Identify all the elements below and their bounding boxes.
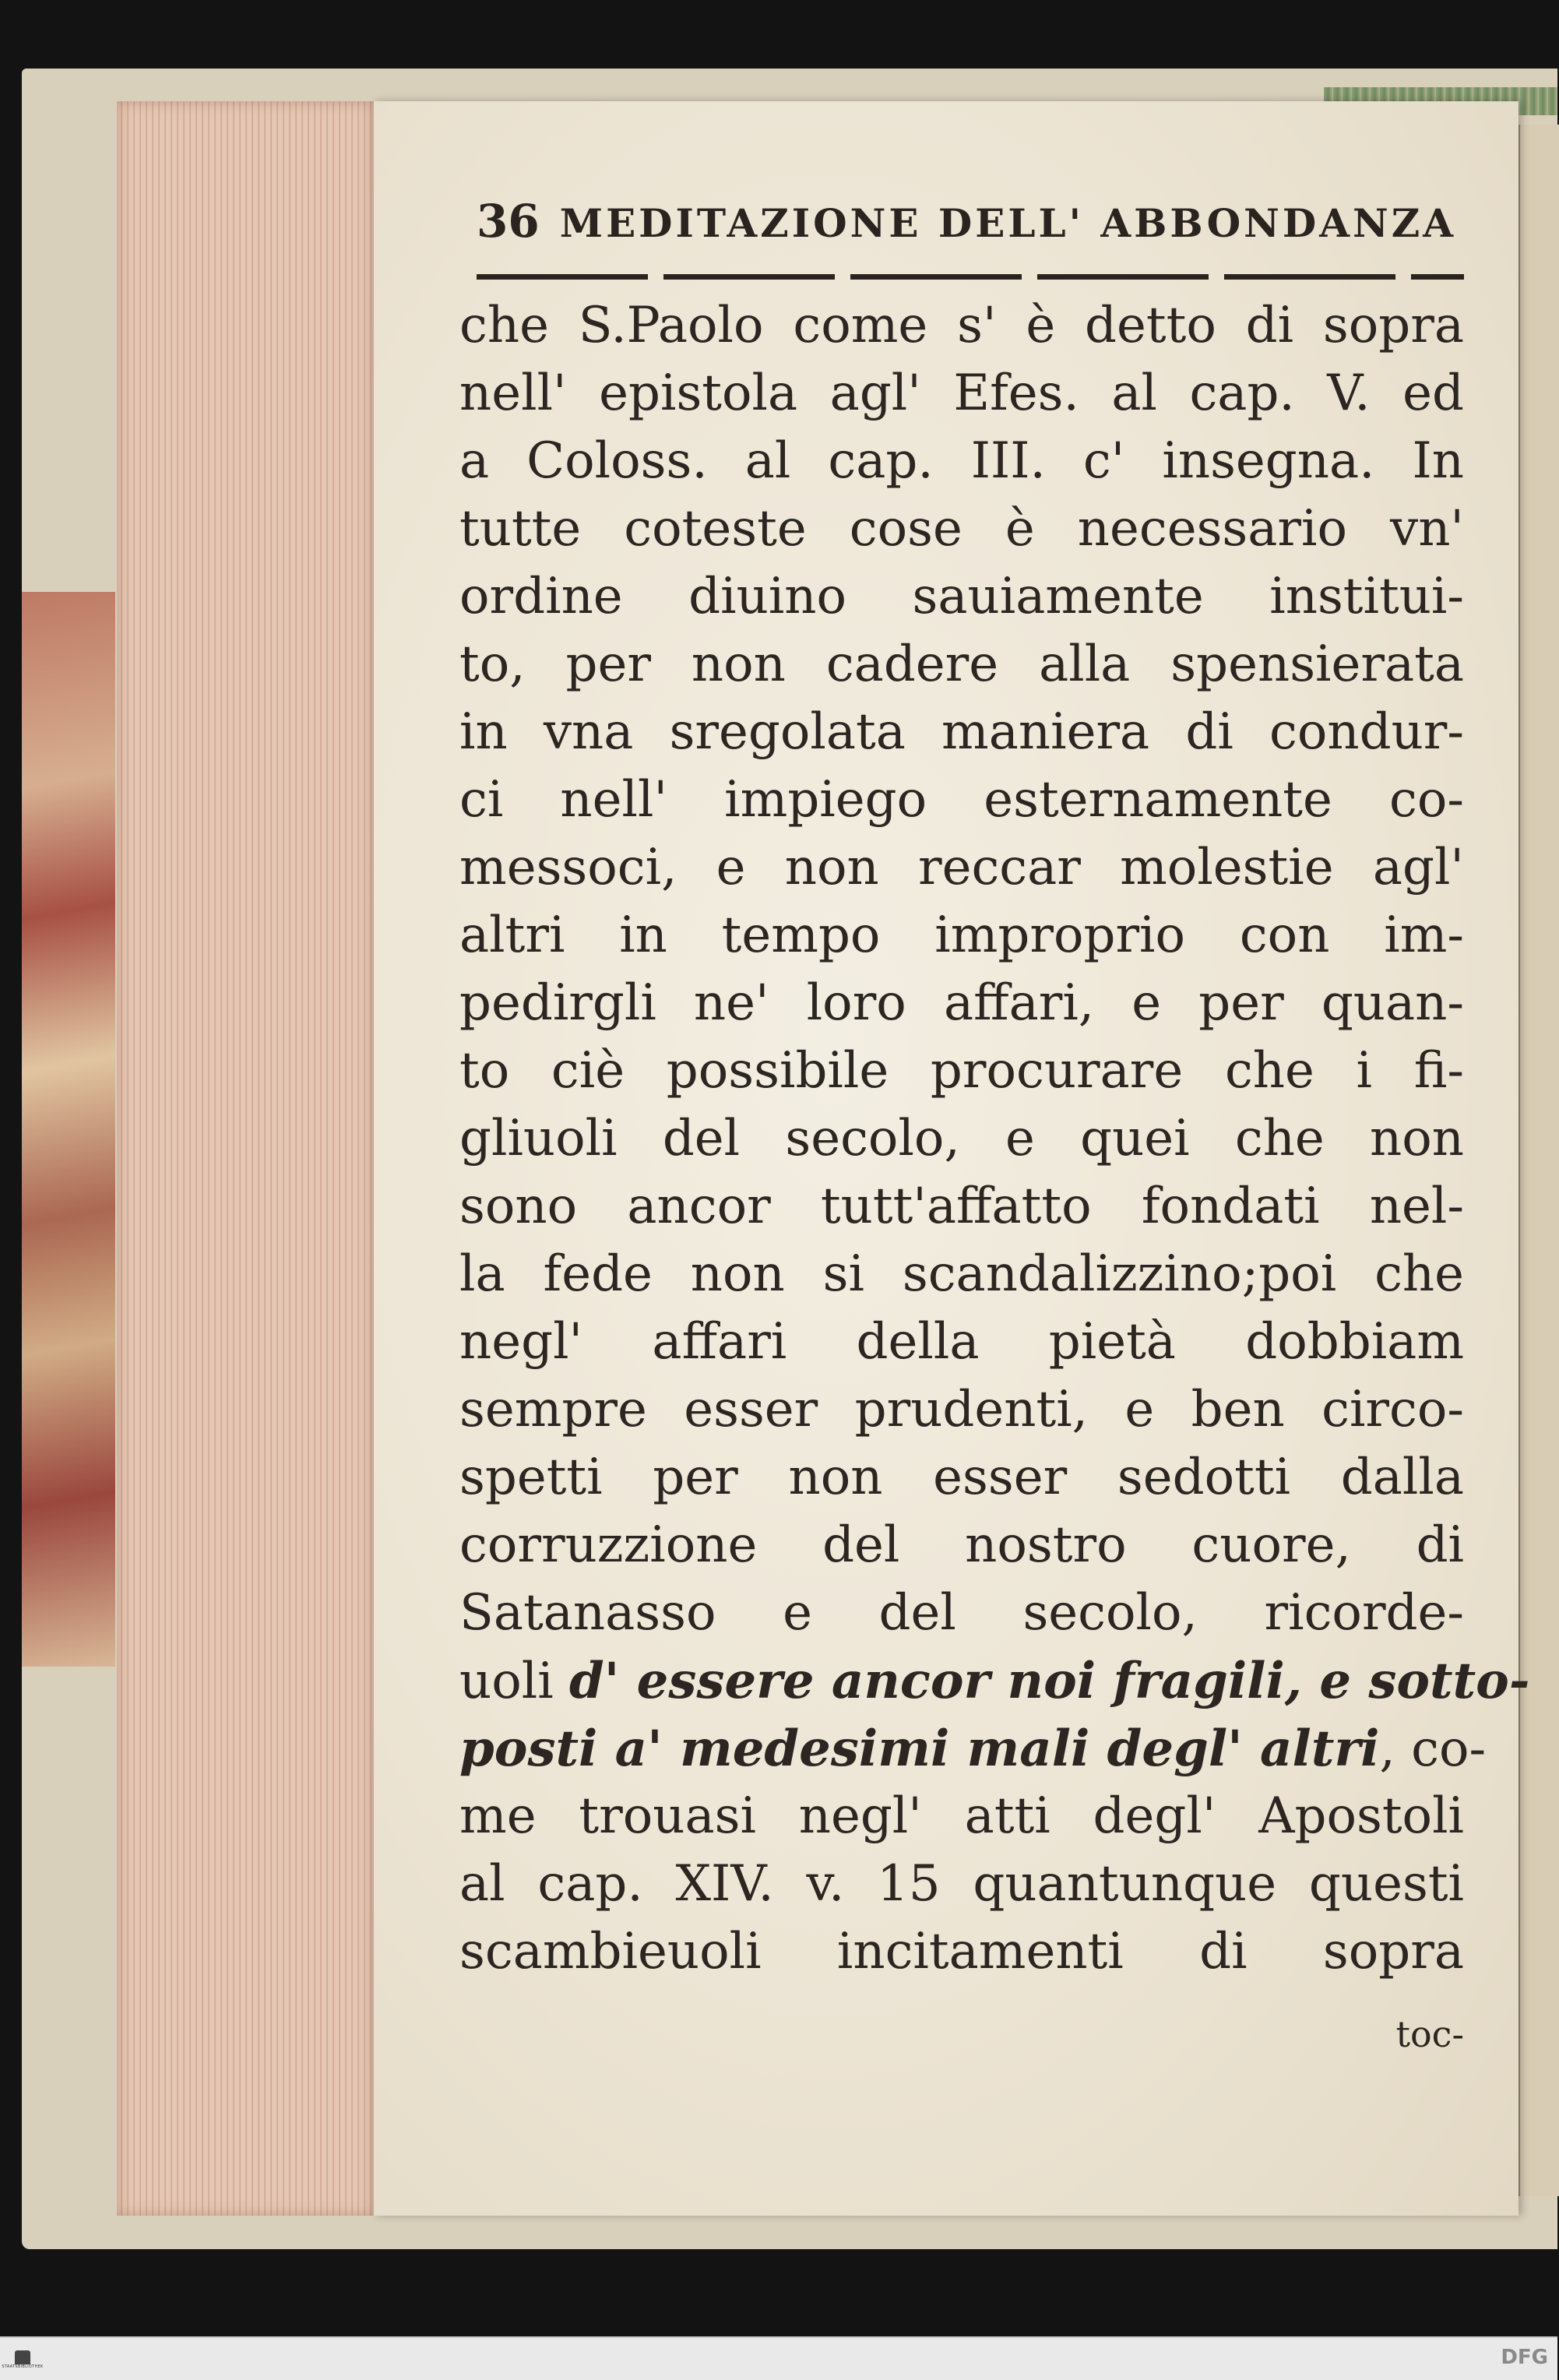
text-roman: sono ancor tutt'affatto fondati nel- <box>459 1178 1464 1235</box>
text-roman: tutte coteste cose è necessario vn' <box>459 500 1464 558</box>
text-line <box>459 428 1464 495</box>
text-line <box>459 699 1464 766</box>
text-line <box>459 292 1464 360</box>
text-roman: scambieuoli incitamenti di sopra <box>459 1923 1464 1980</box>
head-rule <box>477 274 1464 280</box>
text-roman: sempre esser prudenti, e ben circo- <box>459 1381 1464 1438</box>
text-roman: gliuoli del secolo, e quei che non <box>459 1110 1464 1167</box>
text-line <box>459 1647 1530 1715</box>
text-italic: posti a' medesimi mali degl' altri <box>459 1720 1380 1778</box>
text-roman: nell' epistola agl' Efes. al cap. V. ed <box>459 364 1464 422</box>
page-block-edge <box>117 101 376 2216</box>
catchword: toc- <box>1395 2013 1464 2055</box>
text-line <box>459 1512 1464 1579</box>
text-line <box>459 1918 1464 1986</box>
library-logo-icon <box>15 2350 30 2364</box>
text-roman: pedirgli ne' loro affari, e per quan- <box>459 974 1464 1032</box>
text-line <box>459 902 1464 970</box>
text-roman: che S.Paolo come s' è detto di sopra <box>459 297 1464 354</box>
text-line <box>459 1173 1464 1241</box>
text-roman: altri in tempo improprio con im- <box>459 907 1464 964</box>
text-roman: a Coloss. al cap. III. c' insegna. In <box>459 432 1464 490</box>
text-roman: to ciè possibile procurare che i fi- <box>459 1042 1464 1100</box>
body-text <box>459 292 1530 2060</box>
text-roman: ci nell' impiego esternamente co- <box>459 771 1464 829</box>
text-roman: al cap. XIV. v. 15 quantunque questi <box>459 1855 1464 1913</box>
text-roman: to, per non cadere alla spensierata <box>459 635 1464 693</box>
text-line <box>459 834 1464 902</box>
text-roman: in vna sregolata maniera di condur- <box>459 703 1464 761</box>
running-head <box>477 195 1466 265</box>
text-line <box>459 1715 1487 1783</box>
text-line <box>459 1444 1464 1512</box>
page-number: 36 <box>477 195 540 248</box>
text-line <box>459 1241 1464 1308</box>
facing-leaf <box>1519 125 1559 2196</box>
text-line <box>459 1105 1464 1173</box>
text-line <box>459 631 1464 699</box>
text-line <box>459 766 1464 834</box>
text-roman: messoci, e non reccar molestie agl' <box>459 839 1464 896</box>
text-roman: la fede non si scandalizzino;poi che <box>459 1245 1464 1303</box>
text-roman: uoli <box>459 1653 570 1710</box>
text-roman: corruzzione del nostro cuore, di <box>459 1516 1464 1574</box>
text-line <box>459 360 1464 428</box>
text-line <box>459 1850 1464 1918</box>
text-line <box>459 1783 1464 1850</box>
text-roman: ordine diuino sauiamente institui- <box>459 568 1464 625</box>
text-line <box>459 563 1464 631</box>
text-line <box>459 970 1464 1037</box>
viewer-footer <box>0 2336 1557 2380</box>
text-line <box>459 1376 1464 1444</box>
library-logo-text: STAATSBIBLIOTHEK <box>2 2364 44 2369</box>
text-roman: negl' affari della pietà dobbiam <box>459 1313 1464 1371</box>
marbled-endpaper <box>22 592 115 1667</box>
text-line <box>459 495 1464 563</box>
text-italic: d' essere ancor noi fragili, e sotto- <box>569 1652 1530 1710</box>
text-roman: spetti per non esser sedotti dalla <box>459 1449 1464 1506</box>
text-line <box>459 1308 1464 1376</box>
library-logo <box>2 2343 44 2377</box>
text-roman: Satanasso e del secolo, ricorde- <box>459 1584 1464 1642</box>
text-line <box>459 1579 1464 1647</box>
text-roman: me trouasi negl' atti degl' Apostoli <box>459 1787 1464 1845</box>
text-line <box>459 1037 1464 1105</box>
dfg-logo: DFG <box>1501 2346 1548 2369</box>
text-roman: , co- <box>1379 1720 1487 1778</box>
running-head-title: MEDITAZIONE DELL' ABBONDANZA <box>559 200 1457 246</box>
